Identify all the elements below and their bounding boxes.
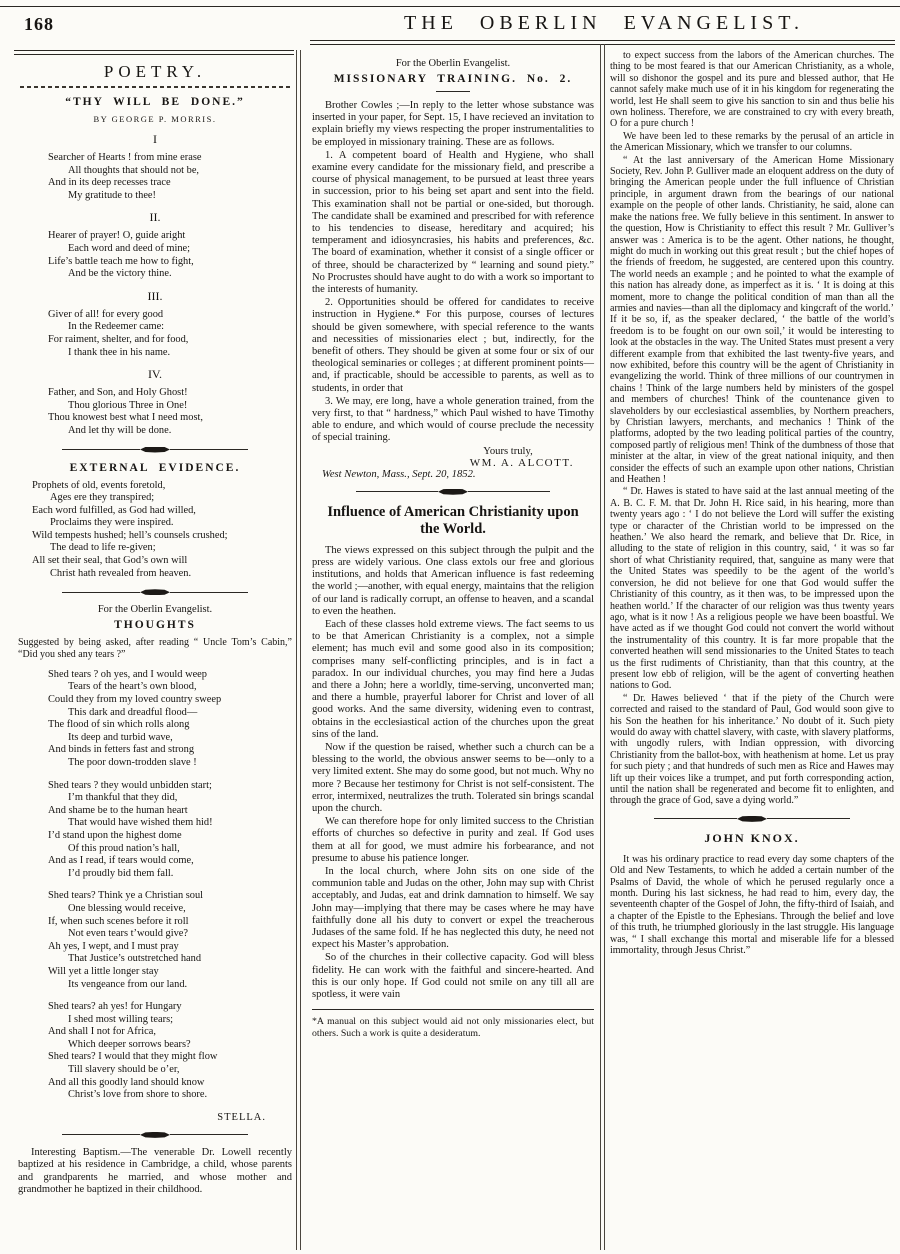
poem-line: And shame be to the human heart — [48, 804, 188, 816]
poem-line: Christ’s love from shore to shore. — [68, 1089, 208, 1101]
stanza-numeral: IV. — [147, 367, 163, 382]
thoughts-kicker: For the Oberlin Evangelist. — [97, 604, 213, 616]
poem-line: Each word and deed of mine; — [68, 242, 191, 254]
stanza-lines — [18, 387, 292, 437]
poem-line: Could they from my loved country sweep — [48, 694, 222, 706]
paragraph: The views expressed on this subject through the pulpit and the press are widely various. One class extols our free and glorious institutions, and holds that American influence is fast redeeming the world ;—another, with equal energy, maintains that the religion of our land is radically corrupt, an offense to heaven, and a scandal to even the heathen. — [312, 544, 594, 617]
poem1-stanza-3 — [18, 289, 292, 359]
footnote-text: *A manual on this subject would aid not only missionaries elect, but others. Such a work is quite a desideratum. — [312, 1016, 594, 1039]
diamond-ornament-icon — [438, 489, 468, 495]
column-divider-left — [296, 50, 301, 1250]
paragraph: Brother Cowles ;—In reply to the letter whose substance was inserted in your paper, for Sept. 15, I have recieved an invitation to explain briefly my views respecting the proper instrumentalities to be employed in missionary training. These are as follows. — [312, 100, 594, 148]
poem-line: I thank thee in his name. — [68, 346, 171, 358]
poem1-stanza-1 — [18, 132, 292, 202]
column-divider-right — [600, 44, 605, 1250]
poem-line: The dead to life re-given; — [50, 542, 156, 554]
stanza-numeral: I — [153, 132, 157, 146]
poem-line: In the Redeemer came: — [68, 321, 165, 333]
poem-line: One blessing would receive, — [68, 902, 186, 914]
paragraph: We can therefore hope for only limited success to the Christian efforts of churches so defective in purity and zeal. If God uses them at all for good, we must admire his forbearance, and not presume to abuse his patience longer. — [312, 816, 594, 864]
poem-line: Of this proud nation’s hall, — [68, 842, 180, 854]
paragraph: It was his ordinary practice to read every day some chapters of the Old and New Testaments, to which he added a certain number of the Psalms of David, the whole of which he perused regularly once a month. During his last sickness, he had read to him, every day, the seventeenth chapter of the Gospel of John, the fifty-third of Isaiah, and a chapter of the Epistle to the Ephesians. Through the belief and love of this truth, he triumphed gloriously in the last struggle. His language was, “ I shall exchange this mortal and miserable life for a blessed immortality, through Jesus Christ.” — [610, 853, 894, 957]
letter-dateline: West Newton, Mass., Sept. 20, 1852. — [322, 468, 476, 480]
divider-ornament — [62, 589, 248, 595]
diamond-ornament-icon — [140, 589, 170, 595]
poem-line: Thou glorious Three in One! — [68, 399, 188, 411]
paragraph: “ Dr. Hawes believed ‘ that if the piety of the Church were corrected and raised to the standard of Paul, God would soon give to his Son the heathen for his inheritance.’ No doubt of it. Such piety would do away with chattel slavery, with caste, with slavery platforms, with ungodly rulers, with Indian oppression, with divorcing Christianity from the ballot-box, with heathenism at home. Let us pray for such piety ; and that hundreds of such men as Rice and Hawes may lift up their voices like a trumpet, and put forth corresponding action, until the nation shall be regenerated and become fit to enlighten, and through the grace of God, save a dying world.” — [610, 692, 894, 807]
left-column — [18, 60, 292, 1196]
poetry-section-title: POETRY. — [103, 62, 207, 81]
paragraph: So of the churches in their collective capacity. God will bless fidelity. He can work with the faithful and sincere-hearted. And this is our only hope. If God could not smile on any till all are spotless, it were vain — [312, 952, 594, 1000]
paragraph: In the local church, where John sits on one side of the communion table and Judas on the other, John may sup with Christ acceptably, and Judas, eat and drink damnation to himself. We say John may—implying that there may be cases where he may have faithfully done all his duty to convert or expel the treacherous Judases of the same fold. If he has neglected this duty, he need not expect his Master’s approbation. — [312, 865, 594, 951]
poem-line: The poor down-trodden slave ! — [68, 757, 197, 768]
right-column — [610, 50, 894, 957]
poem-line: And as I read, if tears would come, — [48, 855, 194, 867]
stanza-lines — [18, 152, 292, 202]
divider-ornament — [654, 816, 850, 822]
poem-line: Father, and Son, and Holy Ghost! — [48, 387, 188, 399]
footnote-rule — [312, 1009, 594, 1039]
poem2-lines — [18, 480, 292, 581]
page-top-rule — [0, 6, 900, 7]
middle-column — [312, 52, 594, 1039]
poem1-title: “THY WILL BE DONE.” — [65, 96, 245, 108]
poem-line: Hearer of prayer! O, guide aright — [48, 230, 186, 242]
wavy-rule — [20, 86, 290, 88]
paragraph: to expect success from the labors of the American churches. The thing to be most feared is that our American Christianity, as a whole, will so dishonor the gospel and its pure and blessed author, that He cannot safely make much use of it in his kingdom for regenerating the world, lest He shall seem to give his sanction to sin and thus belie his own holiness. Therefore, we are constrained to cry with every breath, O for a pure church ! — [610, 50, 894, 130]
thoughts-stanza-4 — [18, 1001, 292, 1102]
poem-line: Shed tears? Think ye a Christian soul — [48, 890, 204, 902]
poem-line: Wild tempests hushed; hell’s counsels crushed; — [32, 529, 228, 541]
poem-line: Shed tears? I would that they might flow — [48, 1051, 218, 1063]
poem2-title: EXTERNAL EVIDENCE. — [69, 461, 241, 474]
diamond-ornament-icon — [737, 816, 767, 822]
poem1-stanza-4 — [18, 367, 292, 437]
paragraph: “ Dr. Hawes is stated to have said at the last annual meeting of the A. B. C. F. M. that Dr. John H. Rice said, in his hearing, more than twenty years ago : ‘ I do not believe the Lord will suffer the existing type or character of the Christian world to be impressed on the heathen.’ We also heard the remark, and believe that Dr. Rice, in alluding to the state of religion in this country, said, ‘ it was so far short of what Christianity required, that, sanguine as many were that the United States was speedily to be the agent of the world’s conversion, he did not believe for one that God would suffer the Christianity of this country, as it then was, to be impressed upon the heathen world.’ If the character of our religion was thus twenty years ago, what is it now ! As a religious people we have been boastful. We have acted as if we thought God could not convert the world without the instrumentality of this country. It is far more propable that the converted heathen will send missionaries to the United States to teach us the first rudiments of Christianity, than that this country, at the present low ebb of religion, will be the agent of converting heathen nations to God. — [610, 486, 894, 692]
poem-line: Ah yes, I wept, and I must pray — [48, 940, 179, 952]
poem-line: Shed tears? ah yes! for Hungary — [48, 1001, 182, 1013]
page-number: 168 — [24, 14, 54, 34]
missionary-kicker: For the Oberlin Evangelist. — [395, 58, 511, 69]
poem1-stanza-2 — [18, 210, 292, 280]
poem-line: Each word fulfilled, as God had willed, — [32, 504, 196, 516]
diamond-ornament-icon — [140, 1132, 170, 1138]
john-knox-title: JOHN KNOX. — [704, 830, 800, 845]
poem-line: Shed tears ? they would unbidden start; — [48, 779, 212, 791]
poem-line: Not even tears t’would give? — [68, 928, 189, 940]
thoughts-stanza-2 — [18, 780, 292, 881]
poem-line: For raiment, shelter, and for food, — [48, 333, 189, 345]
poem-line: Proclaims they were inspired. — [50, 517, 174, 529]
poem-line: All set their seal, that God’s own will — [32, 555, 188, 567]
stanza-lines — [18, 309, 292, 359]
poem-line: And let thy will be done. — [68, 424, 172, 436]
divider-ornament — [356, 489, 550, 495]
poem-line: Shed tears ? oh yes, and I would weep — [48, 668, 207, 680]
poem-line: Searcher of Hearts ! from mine erase — [48, 152, 202, 163]
divider-ornament — [62, 447, 248, 453]
missionary-title: MISSIONARY TRAINING. No. 2. — [333, 73, 573, 85]
poem-line: Which deeper sorrows bears? — [68, 1038, 191, 1050]
poem-line: The flood of sin which rolls along — [48, 719, 190, 731]
continuation-paragraphs — [610, 50, 894, 807]
poem-line: That Justice’s outstretched hand — [68, 953, 202, 965]
poem-line: Its vengeance from our land. — [68, 978, 188, 990]
poem1-byline: BY GEORGE P. MORRIS. — [93, 114, 217, 124]
poem-line: Till slavery should be o’er, — [68, 1064, 180, 1076]
poem-line: Life’s battle teach me how to fight, — [48, 255, 194, 267]
john-knox-paragraphs — [610, 854, 894, 957]
paragraph: We have been led to these remarks by the perusal of an article in the American Missionary, which we transfer to our columns. — [610, 130, 894, 154]
paragraph: 2. Opportunities should be offered for candidates to receive instruction in Hygiene.* For this purpose, courses of lectures should be given somewhere, with special reference to the wants and necessities of missionaries elect ; but, indirectly, for the benefit of others. They should be given at some four or six of our theological seminaries or colleges ; at different prominent points— and, if practicable, should be accessible to parents, as well as to students, in order that — [312, 297, 594, 394]
poem-line: All thoughts that should not be, — [68, 164, 200, 176]
paragraph: Now if the question be raised, whether such a church can be a blessing to the world, the obvious answer seems to be—only to a very limited extent. She may do some good, but not much. Why no more ? Because her testimony for Christ is not self-consistent. The error, intermixed, neutralizes the truth. Tolerated sin brings scandal upon the church. — [312, 741, 594, 814]
poem-line: I’d stand upon the highest dome — [48, 829, 182, 841]
stanza-numeral: III. — [147, 288, 163, 303]
influence-article-paragraphs — [312, 545, 594, 1002]
paragraph: 3. We may, ere long, have a whole generation trained, from the very first, to that “ hardness,” which Paul wished to have Timothy able to endure, and which would of course preclude the necessity of special training. — [312, 395, 594, 444]
letter-closing: Yours truly, — [483, 445, 533, 457]
diamond-ornament-icon — [140, 447, 170, 453]
paragraph: Each of these classes hold extreme views. The fact seems to us to be that American Christianity is a complex, not a simple element; has much evil and some good also in its composition; comprises many self-conflicting principles, and is in fact a paradox. In our individual churches, you may find here a Judas and there a John; here a worldly, time-serving, unconverted man; and there a humble, prayerful laborer for Christ and lover of all good works. And the same diversity, widening even to contrast, obtains in the ecclesiastical action of the churches upon the great sins of the land. — [312, 618, 594, 740]
poem-line: Will yet a little longer stay — [48, 965, 159, 977]
left-column-top-rule — [14, 50, 294, 55]
poem-line: Thou knowest best what I need most, — [48, 412, 203, 424]
stanza-lines — [18, 230, 292, 280]
poem-line: If, when such scenes before it roll — [48, 915, 189, 927]
poem-line: That would have wished them hid! — [68, 817, 213, 829]
thoughts-signature: STELLA. — [217, 1111, 266, 1123]
poem-line: And all this goodly land should know — [48, 1076, 205, 1088]
stanza-numeral: II. — [149, 210, 161, 225]
divider-ornament — [62, 1132, 248, 1138]
poem-line: Giver of all! for every good — [48, 308, 164, 320]
poem-line: And shall I not for Africa, — [48, 1026, 156, 1038]
poem-line: Its deep and turbid wave, — [68, 731, 173, 743]
poem-line: And in its deep recesses trace — [48, 177, 171, 189]
poem-line: Ages ere they transpired; — [50, 492, 155, 504]
baptism-note: Interesting Baptism.—The venerable Dr. Lowell recently baptized at his residence in Cambridge, a child, whose parents and grandparents he married, and whose mother and grandmother he baptized in their childhood. — [18, 1146, 292, 1196]
poem-line: And binds in fetters fast and strong — [48, 744, 195, 756]
paragraph: “ At the last anniversary of the American Home Missionary Society, Rev. John P. Gulliver made an eloquent address on the duty of bringing the American people under the full influence of Christian principle, in argument drawn from the bearings of our national example on the people of other lands. Christianity, he said, alone can make the nations free. We fully believe in this sentiment. In answer to the question, How is Christianity to effect this result ? Mr. Gulliver’s answer was : America is to be the agent. Other nations, he thought, might do much in working out this great result ; but the chief hopes of the friends of freedom, he suggested, are centered upon this country. The world needs an example ; and he pointed to what the example of this nation has already done, as imperfect as it is. ‘ It is doing at this moment, more to change the political condition of man than all the armies and navies—than all the diplomacy and kingcraft of the world.’ If it be so, if, as the speaker declared, ‘ the battle of the world’s freedom is to be fought on our own soil,’ it would be interesting to look at the obstacles in the way. The United States must present a very different example from that exhibited the last twenty-five years, and now exhibited, before this country will be the agent of Christianity in evangelizing the world. Think of three millions of our countrymen in chains ! Think of the large numbers held by ministers of the gospel and members of churches! Think of the countenance given to slaveholders by our ecclesiastical assemblies, by Northern preachers, by Christian lawyers, merchants, and mechanics ! Think of the platforms, adopted by the two leading political parties of the country, composed partly of religious men! Think of the dumbness of those that minister at the altar, in view of the great national iniquity, and then consider the effects of such an example upon other nations, Christian and Heathen ! — [610, 154, 894, 486]
thoughts-note: Suggested by being asked, after reading “ Uncle Tom’s Cabin,” “Did you shed any tears ?” — [18, 637, 292, 661]
missionary-paragraphs — [312, 100, 594, 445]
influence-article-title: Influence of American Christianity upon the World. — [327, 503, 579, 537]
poem-line: This dark and dreadful flood— — [68, 706, 198, 718]
paragraph: 1. A competent board of Health and Hygiene, who shall examine every candidate for the missionary field, and prescribe a course of physical management, to be pursued at least three years in succession, prior to his being set apart and sent into the field. This examination shall not be partial or one-sided, but thorough. The candidate shall be examined and prescribed for with reference to his tendencies to disease, hereditary and acquired; his temperament and idiosyncrasies, his habits and preferences, &c. The board of examination, whether it consist of a single officer or of three, should be characterized by “ learning and sound piety.” No Procrustes should have aught to do with a work so important to the interests of humanity. — [312, 149, 594, 296]
poem-line: I’d proudly bid them fall. — [68, 867, 174, 879]
letter-signature: WM. A. ALCOTT. — [469, 456, 574, 469]
thoughts-stanza-3 — [18, 890, 292, 991]
thoughts-title: THOUGHTS — [114, 619, 196, 632]
poem-line: Tears of the heart’s own blood, — [68, 681, 197, 693]
poem-line: I shed most willing tears; — [68, 1013, 174, 1025]
poem-line: Prophets of old, events foretold, — [32, 479, 166, 491]
poem-line: I’m thankful that they did, — [68, 792, 178, 804]
short-rule — [436, 91, 470, 92]
poem-line: My gratitude to thee! — [68, 189, 157, 201]
poem-line: And be the victory thine. — [68, 268, 172, 280]
masthead-title: THE OBERLIN EVANGELIST. — [404, 12, 804, 34]
poem-line: Christ hath revealed from heaven. — [50, 567, 192, 579]
thoughts-stanza-1 — [18, 669, 292, 770]
